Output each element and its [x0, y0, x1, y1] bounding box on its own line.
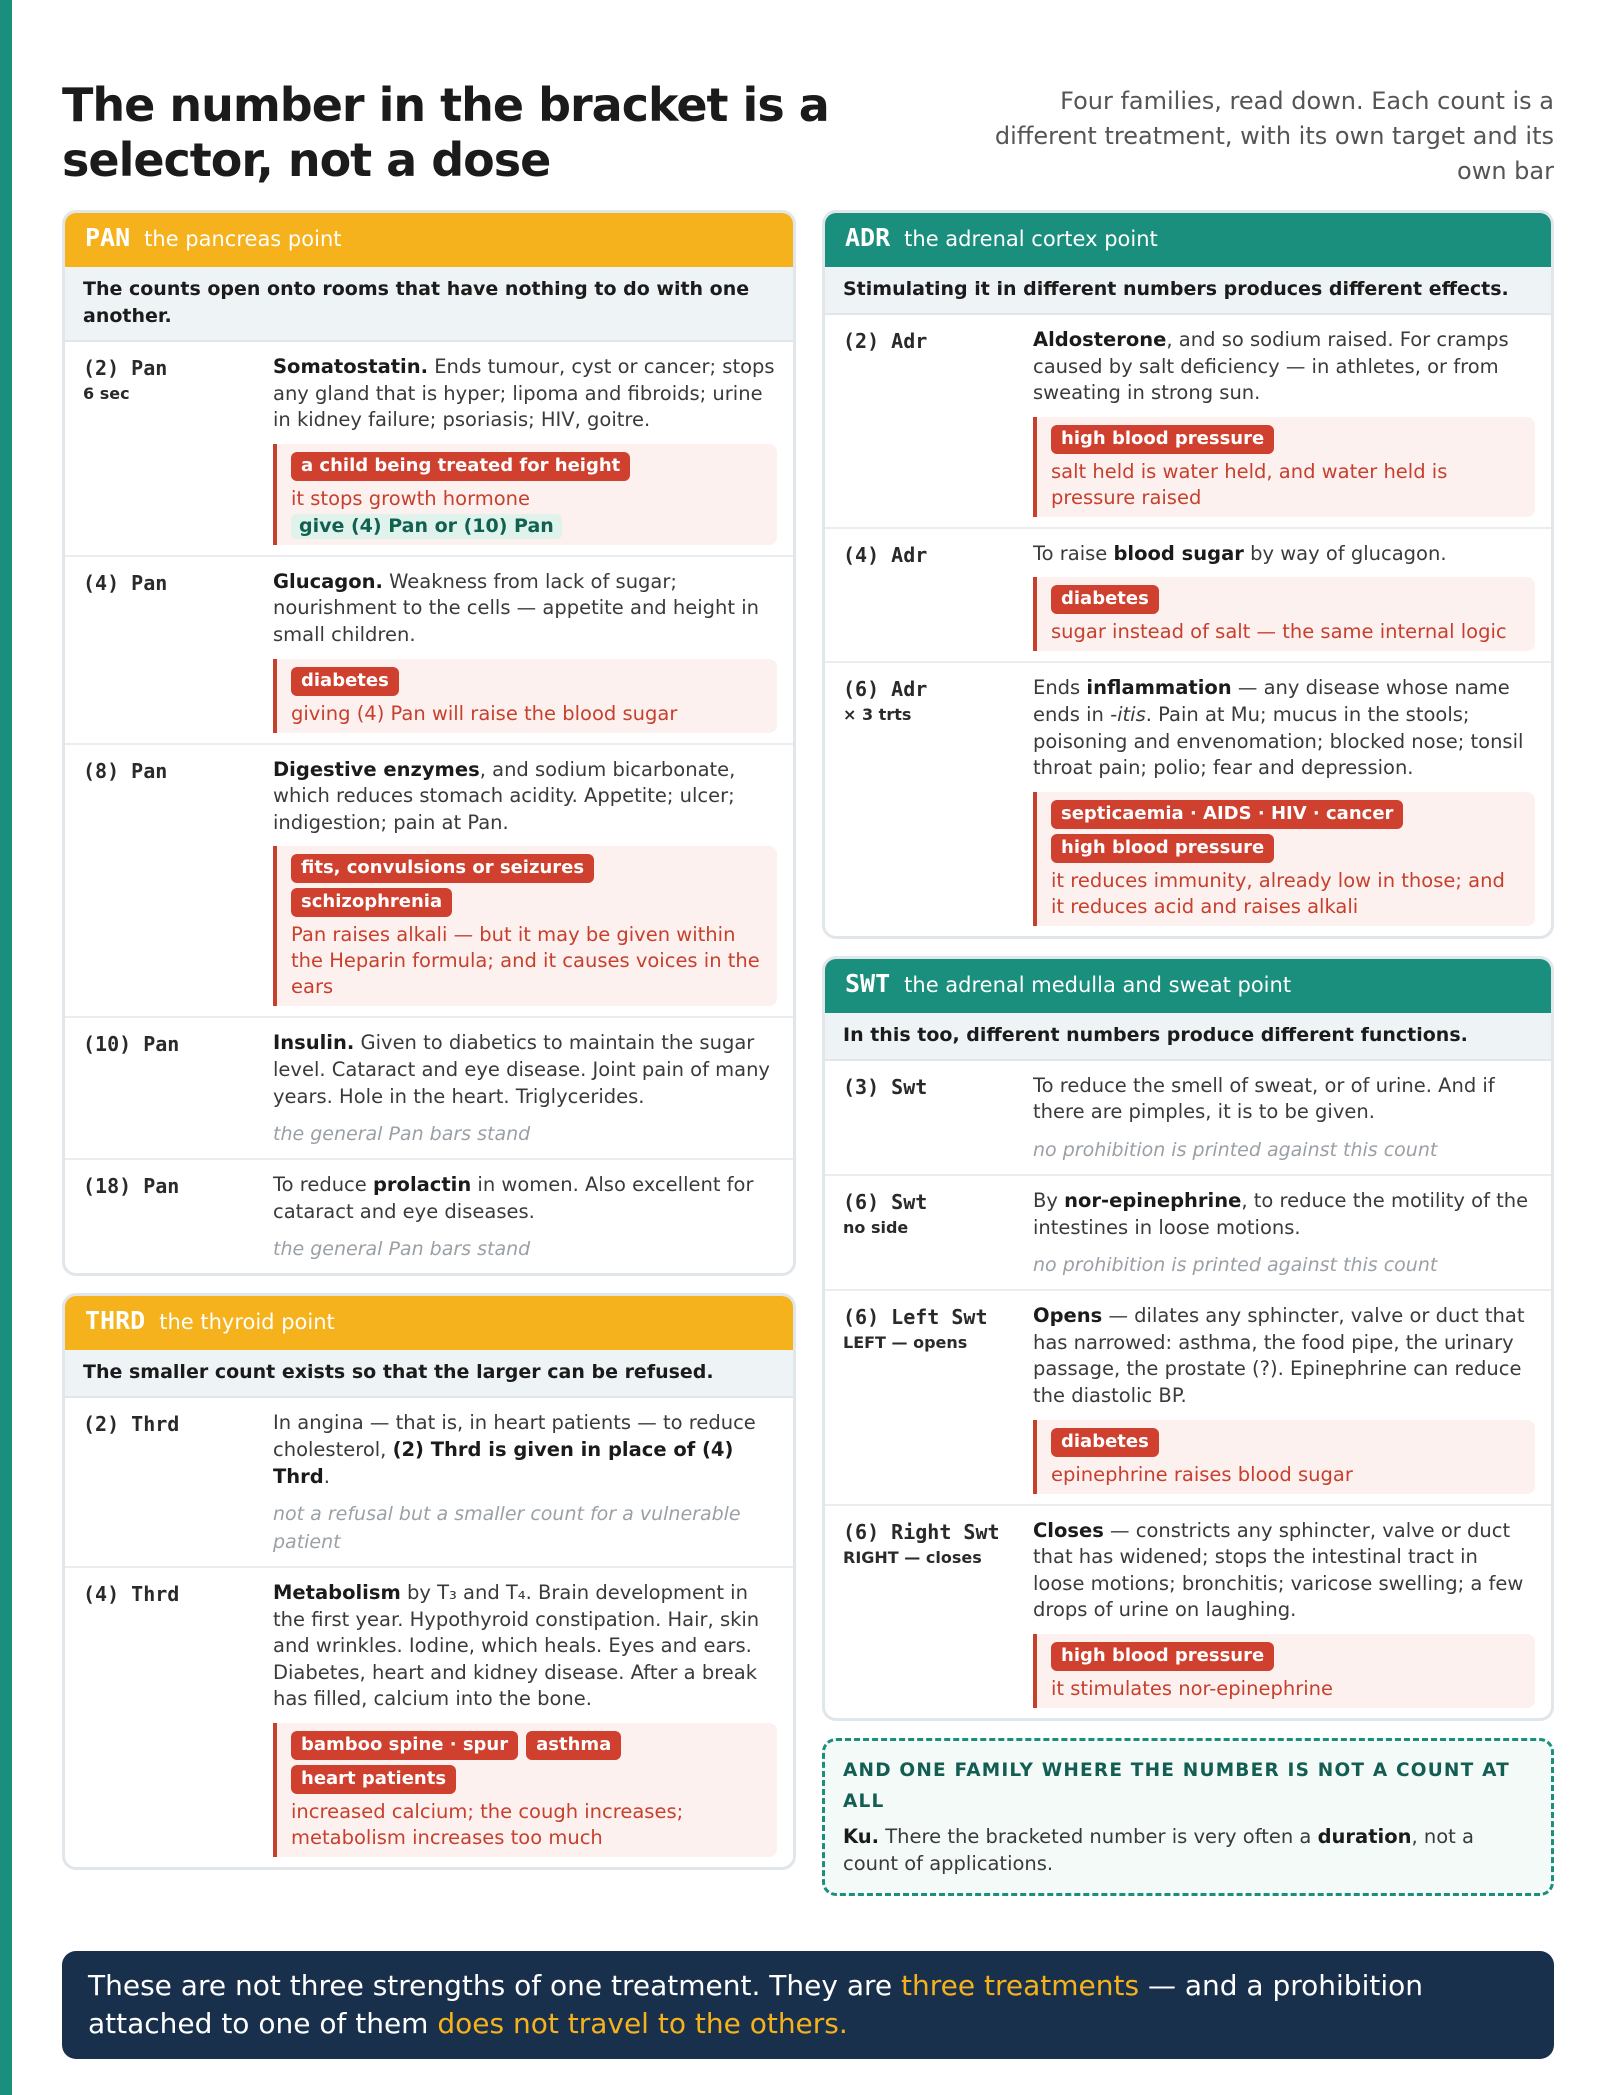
- give-instead-label: give (4) Pan or (10) Pan: [291, 514, 562, 539]
- thrd-card-header: [65, 1296, 793, 1350]
- row-code: (6) Left Swt: [843, 1305, 988, 1330]
- warning-text: it reduces immunity, already low in those; and it reduces acid and raises alkali: [1051, 868, 1505, 918]
- accent-rail: [0, 0, 12, 2095]
- warning-chip: diabetes: [1051, 1428, 1159, 1457]
- thrd-name: the thyroid point: [159, 1310, 335, 1335]
- row-text: Metabolism by T₃ and T₄. Brain development in the first year. Hypothyroid constipation. Hair, skin and wrinkles. Iodine, which heals. Eyes and ears. Diabetes, heart and kidney disease. After a break has filled, calcium into the bone.: [273, 1581, 760, 1711]
- row-text: To raise blood sugar by way of glucagon.: [1033, 541, 1447, 565]
- warning-chip: asthma: [526, 1731, 621, 1760]
- ku-title: AND ONE FAMILY WHERE THE NUMBER IS NOT A COUNT AT ALL: [843, 1759, 1510, 1812]
- row-code: (4) Pan: [83, 570, 168, 595]
- warning-box: [1033, 1420, 1535, 1494]
- row-text: Digestive enzymes, and sodium bicarbonate, which reduces stomach acidity. Appetite; ulcer; indigestion; pain at Pan.: [273, 757, 736, 834]
- warning-box: [1033, 417, 1535, 517]
- warning-chip: fits, convulsions or seizures: [291, 854, 594, 883]
- row-code: (2) Adr: [843, 329, 928, 353]
- warning-box: [1033, 1634, 1535, 1708]
- warning-chip: a child being treated for height: [291, 452, 630, 481]
- swt-name: the adrenal medulla and sweat point: [904, 972, 1292, 997]
- row-note: the general Pan bars stand: [273, 1238, 531, 1261]
- pan-row-10: [65, 1018, 793, 1160]
- adr-lead: Stimulating it in different numbers produces different effects.: [825, 267, 1551, 315]
- row-text: Somatostatin. Ends tumour, cyst or cancer; stops any gland that is hyper; lipoma and fibroids; urine in kidney failure; psoriasis; HIV, goitre.: [273, 355, 775, 432]
- swt-row-6: [825, 1176, 1551, 1291]
- row-sub: LEFT — opens: [843, 1333, 968, 1353]
- warning-chip: high blood pressure: [1051, 425, 1274, 454]
- warning-text: Pan raises alkali — but it may be given within the Heparin formula; and it causes voices in the ears: [291, 923, 760, 999]
- banner-text: These are not three strengths of one treatment. They are: [88, 1969, 902, 2002]
- row-text: Opens — dilates any sphincter, valve or duct that has narrowed: asthma, the food pipe, the urinary passage, the prostate (?). Epinephrine can reduce the diastolic BP.: [1033, 1304, 1525, 1407]
- right-column: [822, 210, 1554, 1896]
- row-code: (6) Swt: [843, 1189, 928, 1214]
- swt-lead: In this too, different numbers produce different functions.: [825, 1013, 1551, 1061]
- ku-text: Ku. There the bracketed number is very often a duration, not a count of applications.: [843, 1824, 1474, 1875]
- warning-text: it stimulates nor-epinephrine: [1051, 1676, 1333, 1700]
- pan-card: [62, 210, 796, 1276]
- swt-row-3: [825, 1061, 1551, 1176]
- row-code: (3) Swt: [843, 1074, 928, 1099]
- row-note: no prohibition is printed against this count: [1033, 1254, 1438, 1277]
- warning-box: [273, 846, 777, 1006]
- row-code: (18) Pan: [83, 1174, 180, 1199]
- row-code: (8) Pan: [83, 758, 168, 783]
- row-code: (4) Thrd: [83, 1582, 180, 1607]
- warning-text: it stops growth hormone: [291, 486, 531, 510]
- banner-highlight: three treatments: [901, 1969, 1140, 2002]
- warning-text: giving (4) Pan will raise the blood sugar: [291, 701, 678, 725]
- warning-chip: bamboo spine · spur: [291, 1731, 518, 1760]
- swt-card-header: [825, 959, 1551, 1013]
- row-note: not a refusal but a smaller count for a vulnerable patient: [273, 1503, 741, 1554]
- warning-text: sugar instead of salt — the same internal logic: [1051, 620, 1507, 644]
- thrd-row-4: [65, 1568, 793, 1867]
- pan-lead: The counts open onto rooms that have nothing to do with one another.: [65, 267, 793, 342]
- pan-code: PAN: [85, 223, 131, 252]
- row-text: By nor-epinephrine, to reduce the motility of the intestines in loose motions.: [1033, 1188, 1529, 1239]
- row-code: (10) Pan: [83, 1032, 180, 1057]
- row-code: (6) Right Swt: [843, 1519, 1000, 1544]
- swt-row-6-right: [825, 1506, 1551, 1718]
- adr-code: ADR: [845, 223, 891, 252]
- banner-text: — and a prohibition attached to one of them: [88, 1969, 1423, 2040]
- warning-text: epinephrine raises blood sugar: [1051, 1462, 1353, 1486]
- adr-row-4: [825, 529, 1551, 664]
- row-text: Closes — constricts any sphincter, valve or duct that has widened; stops the intestinal tract in loose motions; bronchitis; varicose swelling; a few drops of urine on laughing.: [1033, 1518, 1524, 1622]
- adr-name: the adrenal cortex point: [904, 227, 1158, 251]
- row-text: Ends inflammation — any disease whose name ends in -itis. Pain at Mu; mucus in the stools; poisoning and envenomation; blocked nose; tonsil throat pain; polio; fear and depression.: [1033, 676, 1524, 780]
- row-code: (4) Adr: [843, 542, 928, 567]
- thrd-row-2: [65, 1398, 793, 1568]
- warning-box: [1033, 577, 1535, 651]
- swt-code: SWT: [845, 968, 891, 998]
- thrd-lead: The smaller count exists so that the larger can be refused.: [65, 1350, 793, 1398]
- swt-card: [822, 956, 1554, 1721]
- warning-chip: diabetes: [1051, 585, 1159, 614]
- page-subtitle: Four families, read down. Each count is a different treatment, with its own target and its own bar: [994, 87, 1554, 185]
- row-sub: 6 sec: [83, 384, 130, 403]
- thrd-code: THRD: [85, 1306, 146, 1336]
- row-note: no prohibition is printed against this count: [1033, 1138, 1438, 1161]
- warning-text: increased calcium; the cough increases; metabolism increases too much: [291, 1800, 684, 1850]
- page-title: The number in the bracket is a selector, not a dose: [62, 78, 829, 187]
- summary-banner: [62, 1951, 1554, 2059]
- row-text: Insulin. Given to diabetics to maintain the sugar level. Cataract and eye disease. Joint pain of many years. Hole in the heart. Triglycerides.: [273, 1031, 770, 1108]
- row-code: (2) Pan: [83, 356, 168, 380]
- pan-row-4: [65, 557, 793, 745]
- adr-row-6: [825, 663, 1551, 935]
- row-code: (6) Adr: [843, 677, 928, 702]
- warning-chip: schizophrenia: [291, 888, 452, 917]
- pan-row-8: [65, 745, 793, 1019]
- row-code: (2) Thrd: [83, 1412, 180, 1437]
- pan-row-2: [65, 342, 793, 557]
- warning-text: salt held is water held, and water held is pressure raised: [1051, 459, 1448, 509]
- row-text: In angina — that is, in heart patients — to reduce cholesterol, (2) Thrd is given in place of (4) Thrd.: [273, 1411, 756, 1488]
- warning-chip: septicaemia · AIDS · HIV · cancer: [1051, 800, 1403, 829]
- banner-highlight: does not travel to the others.: [437, 2007, 848, 2040]
- row-sub: RIGHT — closes: [843, 1547, 982, 1567]
- pan-card-header: [65, 213, 793, 267]
- adr-row-2: [825, 315, 1551, 529]
- warning-box: [273, 444, 777, 545]
- row-text: To reduce the smell of sweat, or of urine. And if there are pimples, it is to be given.: [1033, 1073, 1495, 1124]
- adr-card: [822, 210, 1554, 939]
- row-text: Glucagon. Weakness from lack of sugar; nourishment to the cells — appetite and height in small children.: [273, 569, 760, 646]
- ku-callout: [822, 1738, 1554, 1896]
- row-sub: no side: [843, 1217, 909, 1237]
- left-column: [62, 210, 796, 1887]
- row-text: Aldosterone, and so sodium raised. For cramps caused by salt deficiency — in athletes, or from sweating in strong sun.: [1033, 328, 1509, 405]
- warning-box: [273, 1723, 777, 1857]
- pan-name: the pancreas point: [144, 227, 342, 251]
- warning-chip: high blood pressure: [1051, 1642, 1274, 1671]
- pan-row-18: [65, 1160, 793, 1273]
- warning-chip: high blood pressure: [1051, 834, 1274, 863]
- adr-card-header: [825, 213, 1551, 267]
- row-text: To reduce prolactin in women. Also excellent for cataract and eye diseases.: [273, 1173, 754, 1223]
- row-note: the general Pan bars stand: [273, 1123, 531, 1146]
- warning-box: [273, 659, 777, 733]
- warning-chip: diabetes: [291, 667, 399, 696]
- row-sub: × 3 trts: [843, 705, 912, 725]
- thrd-card: [62, 1293, 796, 1870]
- swt-row-6-left: [825, 1291, 1551, 1505]
- warning-chip: heart patients: [291, 1765, 456, 1794]
- warning-box: [1033, 792, 1535, 926]
